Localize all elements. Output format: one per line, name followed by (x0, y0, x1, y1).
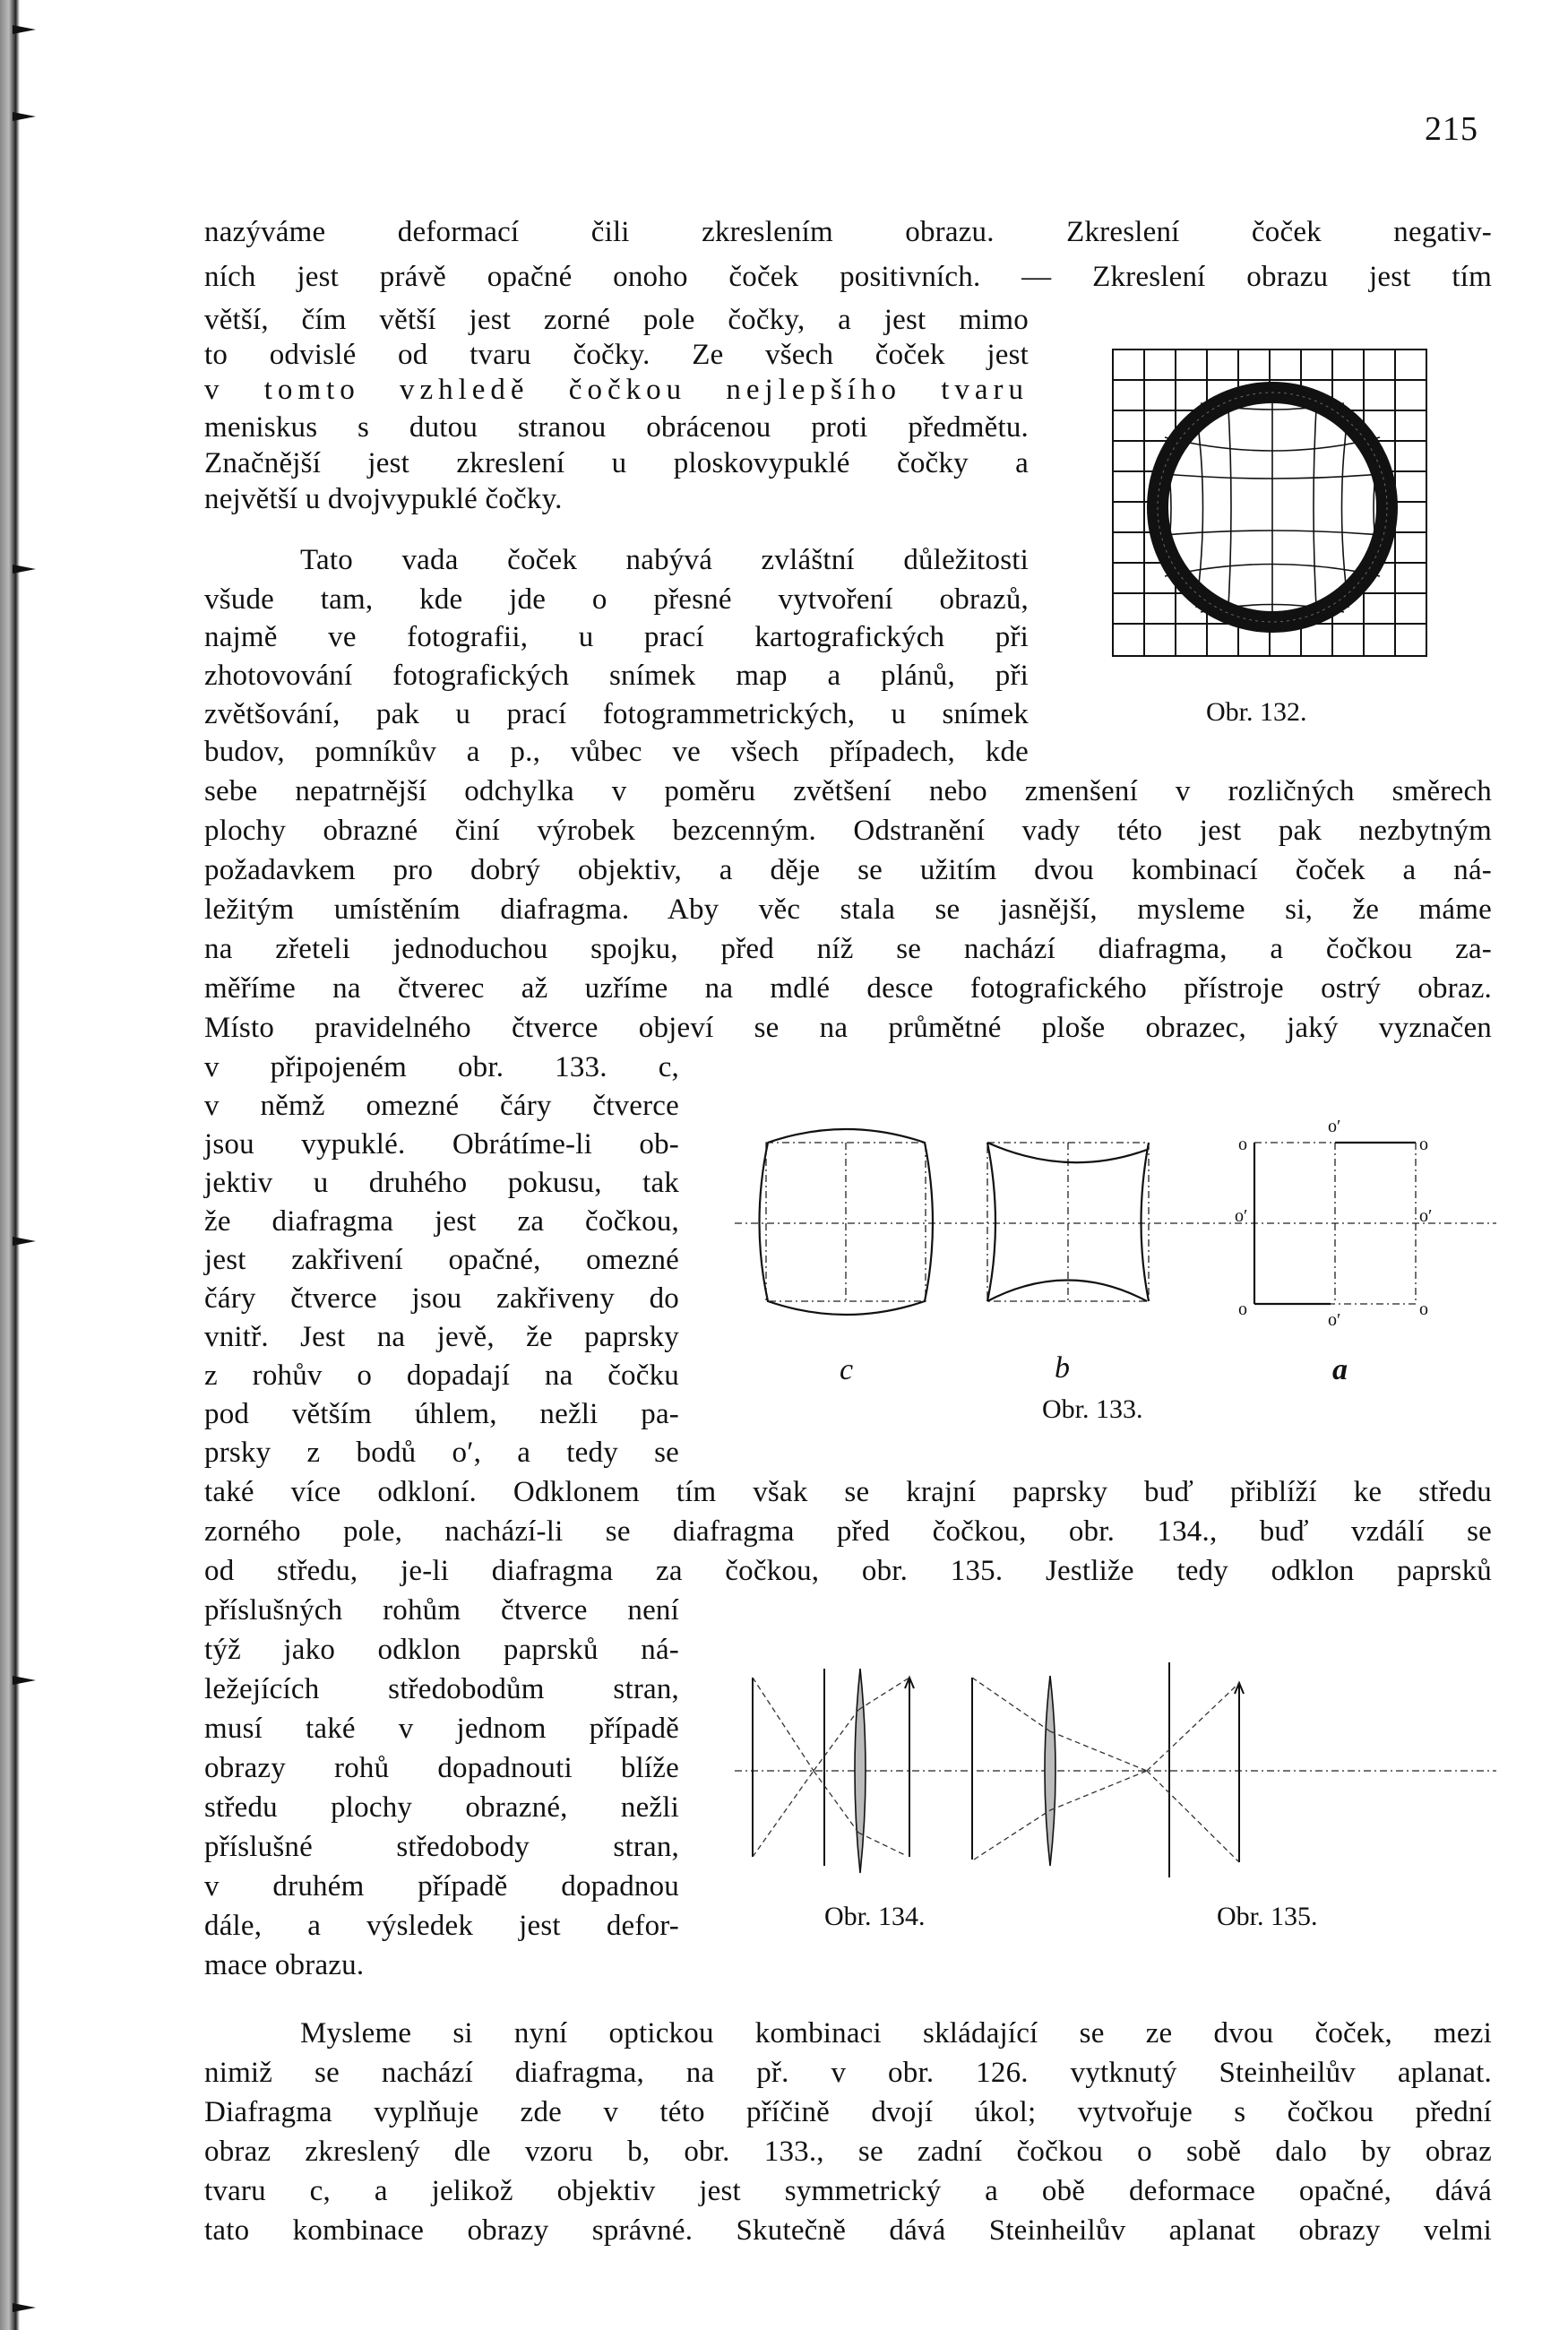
text-line: týž jako odklon paprsků ná- (204, 1634, 679, 1666)
figure-133-caption: Obr. 133. (1042, 1394, 1143, 1424)
binding-notch (13, 2303, 36, 2312)
text-line: všude tam, kde jde o přesné vytvoření obrazů, (204, 583, 1029, 616)
lens-134 (855, 1669, 866, 1873)
svg-text:o′: o′ (1419, 1206, 1433, 1226)
text-line: Místo pravidelného čtverce objeví se na průmětné ploše obrazec, jaký vyznačen (204, 1012, 1492, 1044)
text-line: najmě ve fotografii, u prací kartografických při (204, 621, 1029, 653)
text-line: v tomto vzhledě čočkou nejlepšího tvaru (204, 374, 1029, 406)
text-line: také více odkloní. Odklonem tím však se krajní paprsky buď přiblíží ke středu (204, 1476, 1492, 1508)
text-line: ležejících středobodům stran, (204, 1673, 679, 1705)
svg-text:o: o (1419, 1299, 1428, 1319)
text-line: největší u dvojvypuklé čočky. (204, 483, 563, 515)
text-line: zvětšování, pak u prací fotogrammetrických, u snímek (204, 698, 1029, 730)
text-line: od středu, je-li diafragma za čočkou, obr. 135. Jestliže tedy odklon paprsků (204, 1555, 1492, 1587)
page-number: 215 (1425, 110, 1478, 148)
text-line: příslušné středobody stran, (204, 1831, 679, 1863)
binding-notch (13, 1237, 36, 1246)
text-line: Značnější jest zkreslení u ploskovypuklé čočky a (204, 447, 1029, 479)
text-line: plochy obrazné činí výrobek bezcenným. Odstranění vady této jest pak nezbytným (204, 815, 1492, 847)
text-line: budov, pomníkův a p., vůbec ve všech případech, kde (204, 736, 1029, 768)
figure-133-label-b: b (1055, 1351, 1070, 1385)
binding-notch (13, 565, 36, 574)
text-line: prsky z bodů o′, a tedy se (204, 1437, 679, 1469)
text-line: ních jest právě opačné onoho čoček positivních. — Zkreslení obrazu jest tím (204, 261, 1492, 293)
text-line: větší, čím větší jest zorné pole čočky, a jest mimo (204, 304, 1029, 336)
text-line: to odvislé od tvaru čočky. Ze všech čoček jest (204, 339, 1029, 371)
figure-133-label-c: c (840, 1353, 854, 1386)
svg-text:o: o (1419, 1135, 1428, 1154)
text-line: zorného pole, nachází-li se diafragma před čočkou, obr. 134., buď vzdálí se (204, 1515, 1492, 1548)
svg-text:o′: o′ (1328, 1117, 1341, 1136)
text-line: v druhém případě dopadnou (204, 1870, 679, 1903)
text-line: pod větším úhlem, nežli pa- (204, 1398, 679, 1430)
text-line: tvaru c, a jelikož objektiv jest symmetrický a obě deformace opačné, dává (204, 2175, 1492, 2207)
text-line: mace obrazu. (204, 1949, 365, 1981)
binding-notch (13, 1676, 36, 1685)
figure-132-caption: Obr. 132. (1206, 697, 1307, 727)
scan-binding-edge (0, 0, 20, 2330)
text-line: z rohův o dopadají na čočku (204, 1359, 679, 1392)
svg-text:o′: o′ (1328, 1310, 1341, 1330)
text-line: měříme na čtverec až uzříme na mdlé desce fotografického přístroje ostrý obraz. (204, 972, 1492, 1005)
text-line: musí také v jednom případě (204, 1713, 679, 1745)
text-line: jsou vypuklé. Obrátíme-li ob- (204, 1128, 679, 1161)
figure-133-label-a: a (1332, 1353, 1348, 1386)
text-line: příslušných rohům čtverce není (204, 1594, 679, 1627)
figure-132-distortion-grid (1111, 348, 1429, 657)
lens-135 (1045, 1676, 1055, 1866)
text-line: čáry čtverce jsou zakřiveny do (204, 1282, 679, 1315)
text-line: na zřeteli jednoduchou spojku, před níž se nachází diafragma, a čočkou za- (204, 933, 1492, 965)
figure-134-caption: Obr. 134. (824, 1902, 926, 1931)
text-line: dále, a výsledek jest defor- (204, 1910, 679, 1942)
text-line: Mysleme si nyní optickou kombinaci skládající se ze dvou čoček, mezi (300, 2017, 1492, 2050)
text-line: meniskus s dutou stranou obrácenou proti předmětu. (204, 411, 1029, 444)
svg-text:o: o (1238, 1299, 1247, 1319)
text-line: v němž omezné čáry čtverce (204, 1090, 679, 1122)
text-line: v připojeném obr. 133. c, (204, 1051, 679, 1083)
figure-133-distortion-shapes (726, 1116, 1505, 1349)
text-line: jektiv u druhého pokusu, tak (204, 1167, 679, 1199)
text-line: že diafragma jest za čočkou, (204, 1205, 679, 1238)
text-line: obraz zkreslený dle vzoru b, obr. 133., se zadní čočkou o sobě dalo by obraz (204, 2136, 1492, 2168)
binding-notch (13, 25, 36, 34)
text-line: nazýváme deformací čili zkreslením obrazu. Zkreslení čoček negativ- (204, 216, 1492, 248)
text-line: sebe nepatrnější odchylka v poměru zvětšení nebo zmenšení v rozličných směrech (204, 775, 1492, 807)
text-line: obrazy rohů dopadnouti blíže (204, 1752, 679, 1784)
point-o: o (1238, 1135, 1247, 1154)
text-line: Diafragma vyplňuje zde v této příčině dvojí úkol; vytvořuje s čočkou přední (204, 2096, 1492, 2128)
figure-135-caption: Obr. 135. (1217, 1902, 1318, 1931)
text-line: zhotovování fotografických snímek map a plánů, při (204, 660, 1029, 692)
text-line: požadavkem pro dobrý objektiv, a děje se užitím dvou kombinací čoček a ná- (204, 854, 1492, 886)
svg-text:o′: o′ (1235, 1206, 1248, 1226)
figures-134-135-ray-diagrams (726, 1658, 1505, 1882)
text-line: nimiž se nachází diafragma, na př. v obr. 126. vytknutý Steinheilův aplanat. (204, 2057, 1492, 2089)
text-line: vnitř. Jest na jevě, že paprsky (204, 1321, 679, 1353)
text-line: Tato vada čoček nabývá zvláštní důležitosti (300, 544, 1029, 576)
text-line: jest zakřivení opačné, omezné (204, 1244, 679, 1276)
text-line: ležitým umístěním diafragma. Aby věc stala se jasnější, mysleme si, že máme (204, 893, 1492, 926)
binding-notch (13, 112, 36, 121)
text-line: středu plochy obrazné, nežli (204, 1791, 679, 1824)
text-line: tato kombinace obrazy správné. Skutečně dává Steinheilův aplanat obrazy velmi (204, 2214, 1492, 2247)
